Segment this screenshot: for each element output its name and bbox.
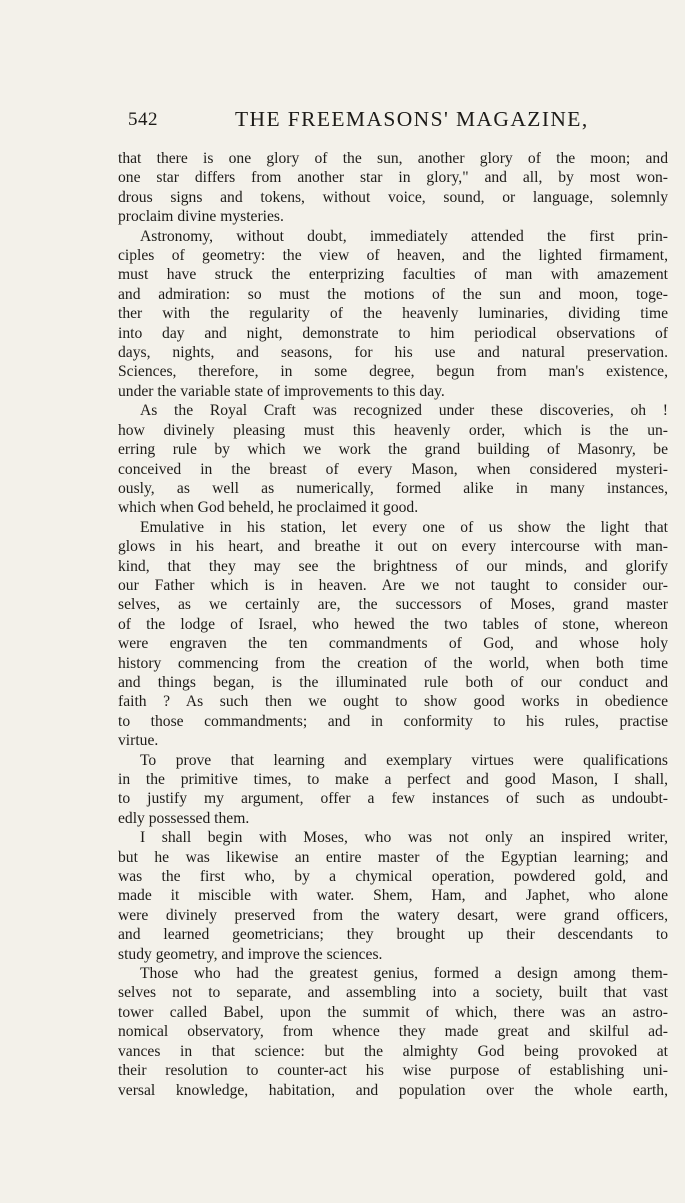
text-line: under the variable state of improvements to this day. <box>118 382 445 400</box>
text-line: of the lodge of Israel, who hewed the two tables of stone, whereon <box>118 615 668 633</box>
text-line: Those who had the greatest genius, formed a design among them- <box>140 965 668 983</box>
text-line: were engraven the ten commandments of God, and whose holy <box>118 635 668 653</box>
body-text <box>118 149 668 1100</box>
text-line: and admiration: so must the motions of the sun and moon, toge- <box>118 285 668 303</box>
text-line: nomical observatory, from whence they made great and skilful ad- <box>118 1023 668 1041</box>
text-line: in the primitive times, to make a perfect and good Mason, I shall, <box>118 771 668 788</box>
text-line: which when God beheld, he proclaimed it good. <box>118 499 419 517</box>
text-line: drous signs and tokens, without voice, sound, or language, solemnly <box>118 188 668 206</box>
text-line: must have struck the enterprizing faculties of man with amazement <box>118 266 668 284</box>
text-line: days, nights, and seasons, for his use and natural preservation. <box>118 344 668 362</box>
text-line: history commencing from the creation of the world, when both time <box>118 654 668 672</box>
text-line: study geometry, and improve the sciences. <box>118 945 383 963</box>
text-line: that there is one glory of the sun, another glory of the moon; and <box>118 150 668 167</box>
text-line: glows in his heart, and breathe it out on every intercourse with man- <box>118 538 668 556</box>
text-line: selves not to separate, and assembling into a society, built that vast <box>118 984 668 1002</box>
text-line: was the first who, by a chymical operation, powdered gold, and <box>118 868 668 886</box>
text-line: Astronomy, without doubt, immediately attended the first prin- <box>140 227 668 245</box>
text-line: into day and night, demonstrate to him periodical observations of <box>118 324 668 342</box>
text-line: erring rule by which we work the grand building of Masonry, be <box>118 441 668 459</box>
text-line: ther with the regularity of the heavenly luminaries, dividing time <box>118 305 668 323</box>
text-line: faith ? As such then we ought to show good works in obedience <box>118 693 668 711</box>
text-line: to justify my argument, offer a few instances of such as undoubt- <box>118 790 668 808</box>
text-line: ciples of geometry: the view of heaven, and the lighted firmament, <box>118 247 668 265</box>
text-line: to those commandments; and in conformity to his rules, practise <box>118 712 668 730</box>
text-line: made it miscible with water. Shem, Ham, and Japhet, who alone <box>118 887 668 905</box>
text-line: virtue. <box>118 732 159 750</box>
text-line: ously, as well as numerically, formed alike in many instances, <box>118 479 668 497</box>
text-line: and things began, is the illuminated rule both of our conduct and <box>118 673 668 691</box>
text-line: Emulative in his station, let every one of us show the light that <box>140 518 668 536</box>
page-number: 542 <box>128 109 158 130</box>
text-line: their resolution to counter-act his wise purpose of establishing uni- <box>118 1062 668 1080</box>
running-title: THE FREEMASONS' MAGAZINE, <box>235 107 589 131</box>
text-line: proclaim divine mysteries. <box>118 208 284 226</box>
text-line: but he was likewise an entire master of the Egyptian learning; and <box>118 848 668 866</box>
text-line: our Father which is in heaven. Are we not taught to consider our- <box>118 576 668 594</box>
text-line: conceived in the breast of every Mason, when considered mysteri- <box>118 460 668 478</box>
text-line: how divinely pleasing must this heavenly order, which is the un- <box>118 421 668 439</box>
text-line: edly possessed them. <box>118 809 250 827</box>
text-line: were divinely preserved from the watery desart, were grand officers, <box>118 906 668 924</box>
text-line: tower called Babel, upon the summit of which, there was an astro- <box>118 1003 668 1021</box>
text-line: versal knowledge, habitation, and population over the whole earth, <box>118 1081 668 1099</box>
text-line: I shall begin with Moses, who was not only an inspired writer, <box>140 829 668 847</box>
text-line: As the Royal Craft was recognized under these discoveries, oh ! <box>140 402 668 420</box>
text-line: Sciences, therefore, in some degree, begun from man's existence, <box>118 363 668 381</box>
text-line: kind, that they may see the brightness of our minds, and glorify <box>118 557 668 575</box>
text-line: one star differs from another star in glory," and all, by most won- <box>118 169 668 187</box>
text-line: To prove that learning and exemplary virtues were qualifications <box>140 751 668 769</box>
running-head <box>0 104 685 134</box>
text-line: and learned geometricians; they brought up their descendants to <box>118 926 668 944</box>
text-line: vances in that science: but the almighty God being provoked at <box>118 1042 668 1060</box>
text-line: selves, as we certainly are, the successors of Moses, grand master <box>118 596 668 614</box>
